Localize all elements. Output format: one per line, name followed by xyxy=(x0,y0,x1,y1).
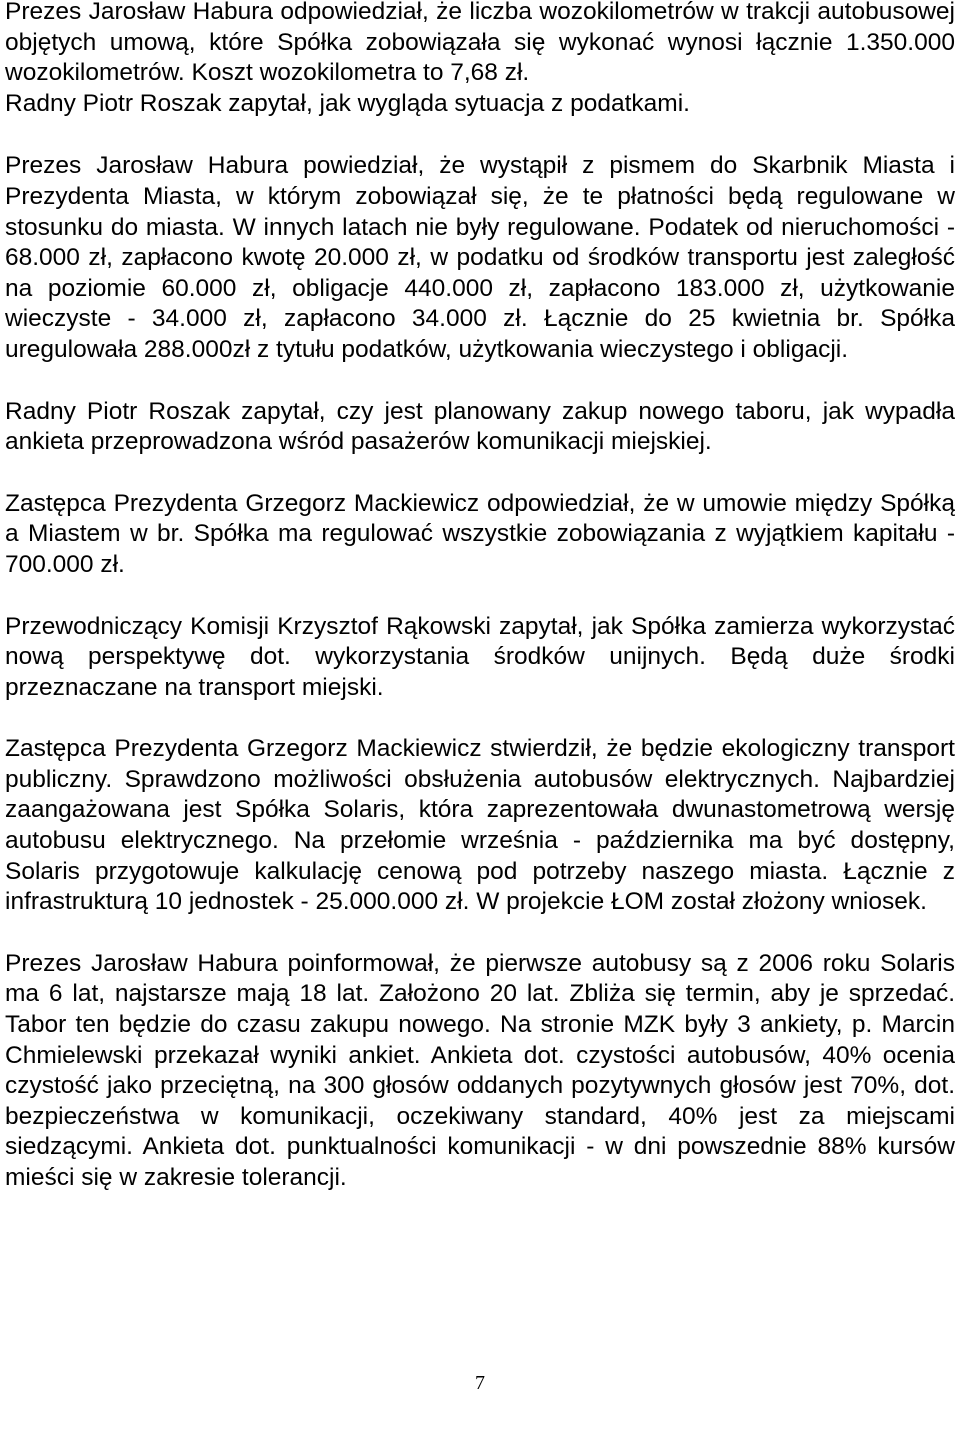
paragraph-roszak-tabor-question: Radny Piotr Roszak zapytał, czy jest planowany zakup nowego taboru, jak wypadła ankieta przeprowadzona wśród pasażerów komunikacji miejskiej. xyxy=(5,397,955,456)
page-number: 7 xyxy=(475,1372,485,1394)
paragraph-habura-wozokilometry: Prezes Jarosław Habura odpowiedział, że liczba wozokilometrów w trakcji autobusowej objętych umową, które Spółka zobowiązała się wykonać wynosi łącznie 1.350.000 wozokilometrów. Koszt wozokilometra to 7,68 zł. xyxy=(5,0,955,87)
paragraph-roszak-podatki-question: Radny Piotr Roszak zapytał, jak wygląda sytuacja z podatkami. xyxy=(5,89,690,117)
paragraph-mackiewicz-ekologiczny-transport: Zastępca Prezydenta Grzegorz Mackiewicz stwierdził, że będzie ekologiczny transport publiczny. Sprawdzono możliwości obsłużenia autobusów elektrycznych. Najbardziej zaangażowana jest Spółka Solaris, która zaprezentowała dwunastometrową wersję autobusu elektrycznego. Na przełomie września - października ma być dostępny, Solaris przygotowuje kalkulację cenową pod potrzeby naszego miasta. Łącznie z infrastrukturą 10 jednostek - 25.000.000 zł. W projekcie ŁOM został złożony wniosek. xyxy=(5,735,955,916)
paragraph-rakowski-perspektywa: Przewodniczący Komisji Krzysztof Rąkowski zapytał, jak Spółka zamierza wykorzystać nową perspektywę dot. wykorzystania środków unijnych. Będą duże środki przeznaczane na transport miejski. xyxy=(5,612,955,701)
paragraph-mackiewicz-umowa: Zastępca Prezydenta Grzegorz Mackiewicz odpowiedział, że w umowie między Spółką a Miastem w br. Spółka ma regulować wszystkie zobowiązania z wyjątkiem kapitału - 700.000 zł. xyxy=(5,489,955,578)
document-page xyxy=(5,0,955,1194)
paragraph-habura-ankiety: Prezes Jarosław Habura poinformował, że pierwsze autobusy są z 2006 roku Solaris ma 6 lat, najstarsze mają 18 lat. Założono 20 lat. Zbliża się termin, aby je sprzedać. Tabor ten będzie do czasu zakupu nowego. Na stronie MZK były 3 ankiety, p. Marcin Chmielewski przekazał wyniki ankiet. Ankieta dot. czystości autobusów, 40% ocenia czystość jako przeciętną, na 300 głosów oddanych pozytywnych głosów jest 70%, dot. bezpieczeństwa w komunikacji, oczekiwany standard, 40% jest za miejscami siedzącymi. Ankieta dot. punktualności komunikacji - w dni powszednie 88% kursów mieści się w zakresie tolerancji. xyxy=(5,949,955,1191)
paragraph-habura-podatki-answer: Prezes Jarosław Habura powiedział, że wystąpił z pismem do Skarbnik Miasta i Prezydenta Miasta, w którym zobowiązał się, że te płatności będą regulowane w stosunku do miasta. W innych latach nie były regulowane. Podatek od nieruchomości - 68.000 zł, zapłacono kwotę 20.000 zł, w podatku od środków transportu jest zaległość na poziomie 60.000 zł, obligacje 440.000 zł, zapłacono 183.000 zł, użytkowanie wieczyste - 34.000 zł, zapłacono 34.000 zł. Łącznie do 25 kwietnia br. Spółka uregulowała 288.000zł z tytułu podatków, użytkowania wieczystego i obligacji. xyxy=(5,152,955,363)
